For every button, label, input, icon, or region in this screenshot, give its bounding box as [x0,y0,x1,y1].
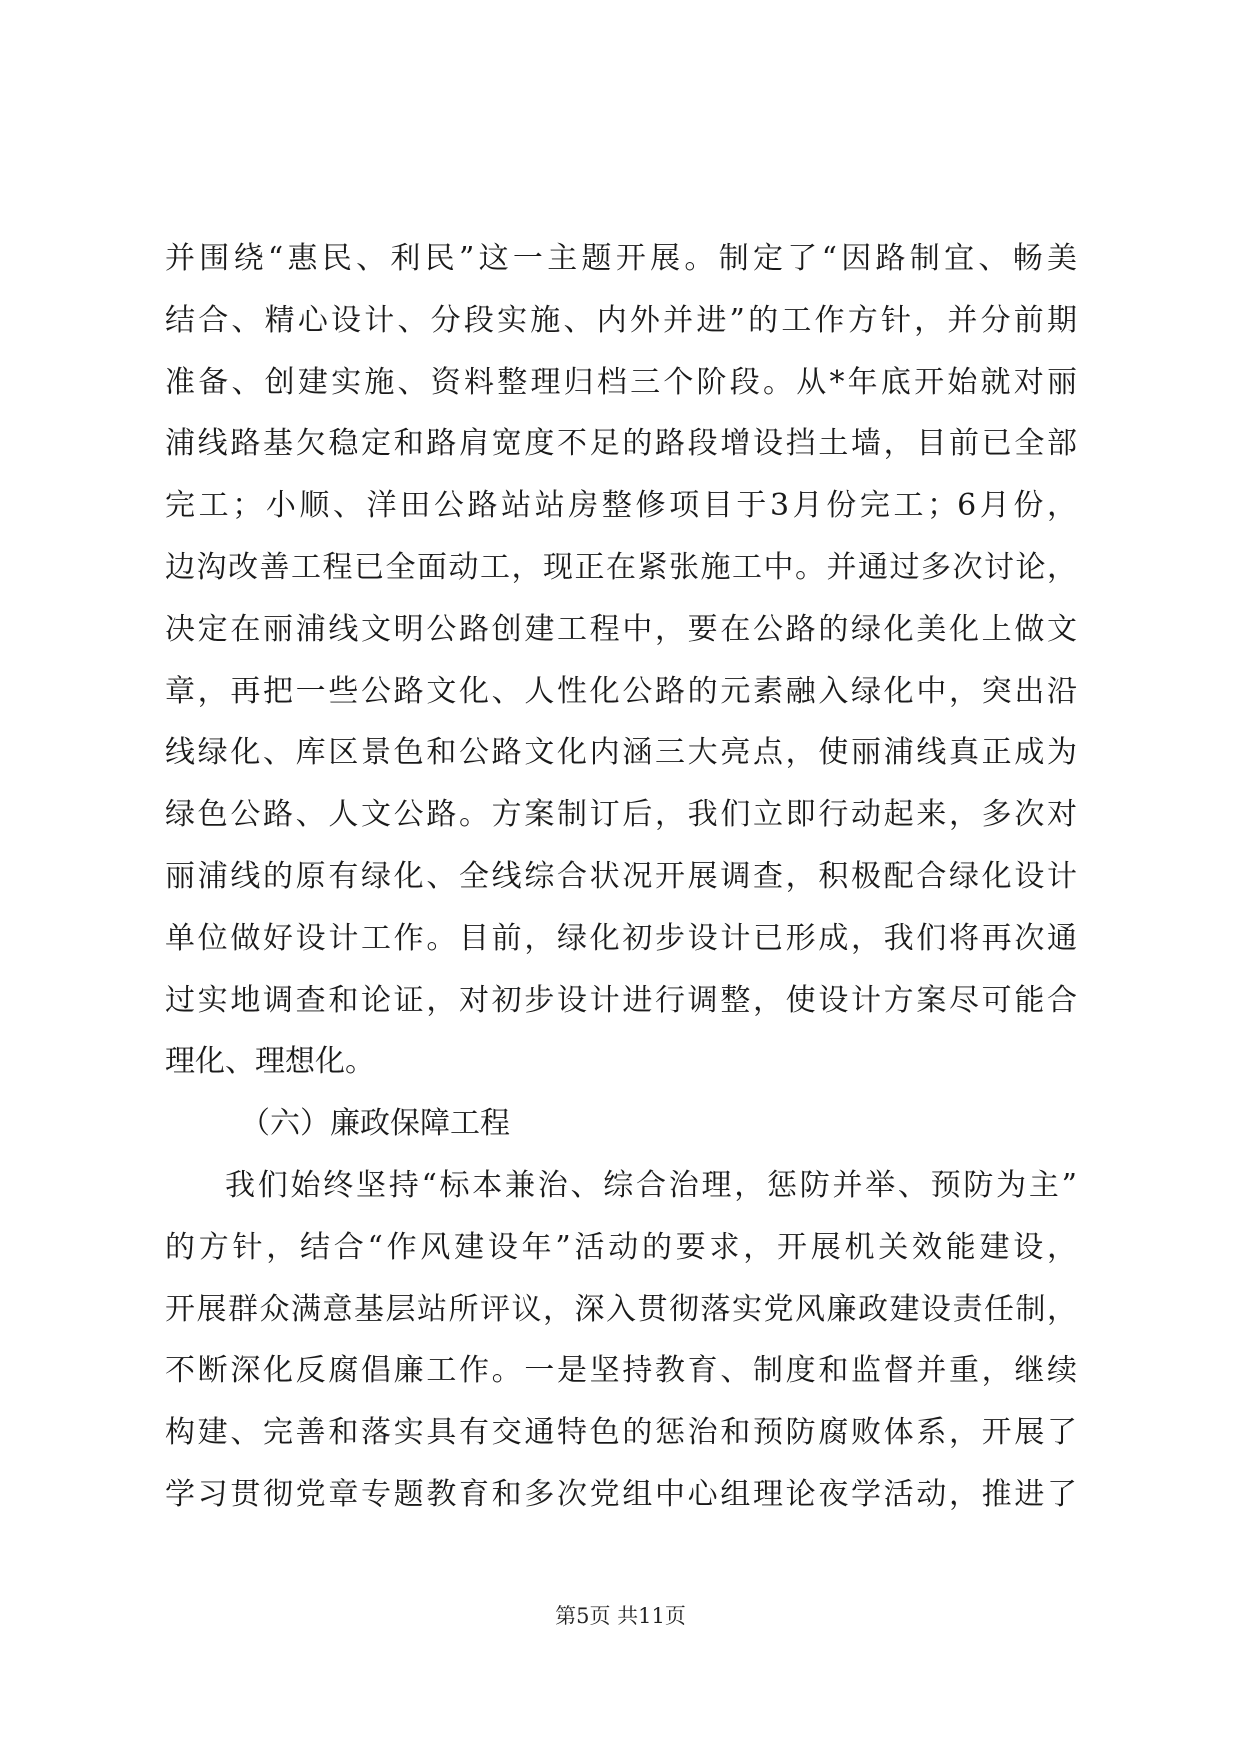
paragraph-line: 完工；小顺、洋田公路站站房整修项目于3月份完工；6月份， [165,488,1077,524]
paragraph-line: 过实地调查和论证，对初步设计进行调整，使设计方案尽可能合 [165,982,1077,1018]
paragraph-line: 绿色公路、人文公路。方案制订后，我们立即行动起来，多次对 [165,797,1077,833]
paragraph-line: 浦线路基欠稳定和路肩宽度不足的路段增设挡土墙，目前已全部 [165,426,1077,462]
paragraph-line: 并围绕“惠民、利民”这一主题开展。制定了“因路制宜、畅美 [165,241,1077,276]
paragraph-line: 我们始终坚持“标本兼治、综合治理，惩防并举、预防为主” [225,1167,1077,1203]
section-heading: （六）廉政保障工程 [240,1106,510,1142]
paragraph-line: 学习贯彻党章专题教育和多次党组中心组理论夜学活动，推进了 [165,1476,1077,1512]
paragraph-line: 准备、创建实施、资料整理归档三个阶段。从*年底开始就对丽 [165,364,1077,400]
paragraph-line: 边沟改善工程已全面动工，现正在紧张施工中。并通过多次讨论， [165,549,1077,585]
paragraph-line: 丽浦线的原有绿化、全线综合状况开展调查，积极配合绿化设计 [165,858,1077,894]
paragraph-line: 单位做好设计工作。目前，绿化初步设计已形成，我们将再次通 [165,920,1077,956]
paragraph-line: 线绿化、库区景色和公路文化内涵三大亮点，使丽浦线真正成为 [165,735,1077,771]
paragraph-line: 不断深化反腐倡廉工作。一是坚持教育、制度和监督并重，继续 [165,1353,1077,1389]
paragraph-line: 章，再把一些公路文化、人性化公路的元素融入绿化中，突出沿 [165,673,1077,709]
page-number-footer: 第5页 共11页 [555,1604,686,1628]
paragraph-line: 开展群众满意基层站所评议，深入贯彻落实党风廉政建设责任制， [165,1291,1077,1327]
paragraph-line: 的方针，结合“作风建设年”活动的要求，开展机关效能建设， [165,1229,1077,1265]
paragraph-line: 决定在丽浦线文明公路创建工程中，要在公路的绿化美化上做文 [165,611,1077,647]
paragraph-line: 理化、理想化。 [165,1044,375,1080]
paragraph-line: 构建、完善和落实具有交通特色的惩治和预防腐败体系，开展了 [165,1415,1077,1451]
paragraph-line: 结合、精心设计、分段实施、内外并进”的工作方针，并分前期 [165,302,1077,338]
body-text [165,228,1077,1526]
